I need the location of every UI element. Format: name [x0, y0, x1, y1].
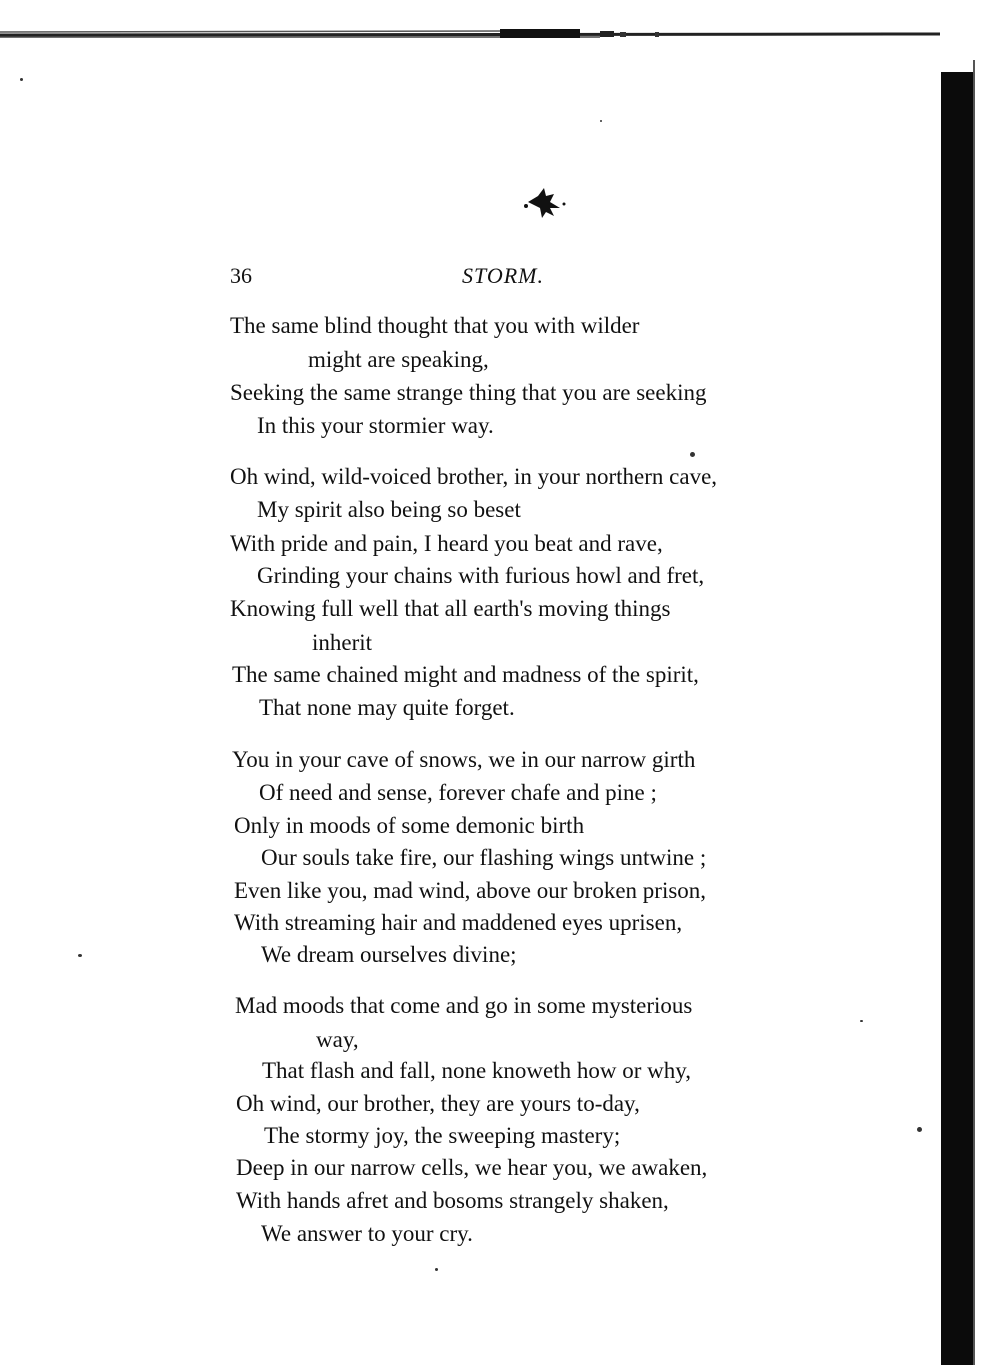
poem-line: With hands afret and bosoms strangely shaken, — [236, 1188, 669, 1213]
scan-speck — [917, 1127, 922, 1132]
poem-line: You in your cave of snows, we in our narrow girth — [232, 747, 696, 772]
scan-speck — [78, 954, 82, 957]
poem-line: might are speaking, — [308, 347, 489, 372]
poem-line: We dream ourselves divine; — [261, 942, 517, 967]
page-number: 36 — [230, 263, 252, 288]
poem-line: We answer to your cry. — [261, 1221, 473, 1246]
scan-speck — [20, 78, 23, 81]
poem-line: Our souls take fire, our flashing wings untwine ; — [261, 845, 707, 870]
poem-line: That none may quite forget. — [259, 695, 515, 720]
poem-line: Mad moods that come and go in some mysterious — [235, 993, 693, 1018]
poem-line: Seeking the same strange thing that you are seeking — [230, 380, 707, 405]
poem-line: Grinding your chains with furious howl and fret, — [257, 563, 705, 588]
page-gutter-shadow — [941, 72, 973, 1365]
poem-line: Deep in our narrow cells, we hear you, we awaken, — [236, 1155, 708, 1180]
poem-line: The stormy joy, the sweeping mastery; — [264, 1123, 621, 1148]
page-gutter-edge — [973, 60, 975, 1365]
running-title: STORM. — [462, 263, 544, 288]
poem-line: The same chained might and madness of the spirit, — [232, 662, 699, 687]
scan-speck — [860, 1020, 863, 1022]
fleuron-ornament-icon — [520, 184, 570, 220]
poem-line: Oh wind, our brother, they are yours to-day, — [236, 1091, 640, 1116]
poem-line: The same blind thought that you with wilder — [230, 313, 640, 338]
poem-line: Only in moods of some demonic birth — [234, 813, 585, 838]
poem-line: That flash and fall, none knoweth how or why, — [262, 1058, 692, 1083]
poem-line: inherit — [312, 630, 373, 655]
scan-speck — [435, 1268, 438, 1271]
top-border-rule — [0, 26, 940, 42]
scan-speck — [690, 452, 695, 457]
poem-line: In this your stormier way. — [257, 413, 494, 438]
scan-speck — [600, 120, 602, 122]
poem-line: With pride and pain, I heard you beat and rave, — [230, 531, 663, 556]
poem-line: Even like you, mad wind, above our broken prison, — [234, 878, 707, 903]
poem-line: Knowing full well that all earth's moving things — [230, 596, 671, 621]
poem-line: My spirit also being so beset — [257, 497, 521, 522]
poem-line: Oh wind, wild-voiced brother, in your northern cave, — [230, 464, 718, 489]
poem-line: With streaming hair and maddened eyes uprisen, — [234, 910, 683, 935]
poem-line: Of need and sense, forever chafe and pine ; — [259, 780, 657, 805]
poem-line: way, — [316, 1027, 359, 1052]
